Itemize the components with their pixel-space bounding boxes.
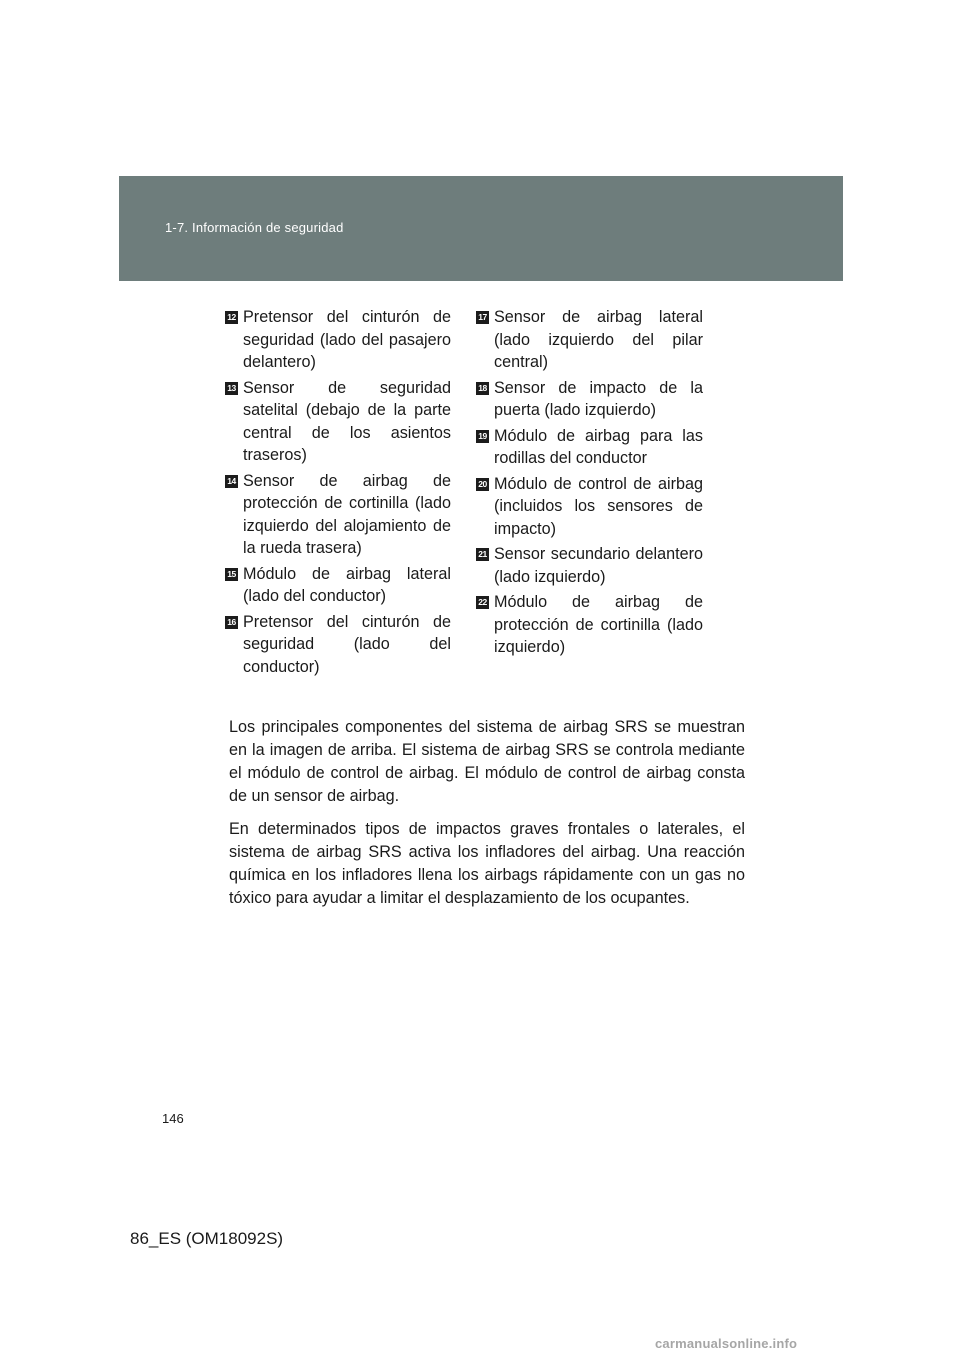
list-item-text: Pretensor del cinturón de seguridad (lado del pasajero delantero) xyxy=(243,308,451,371)
list-item-text: Sensor de seguridad satelital (debajo de la parte central de los asientos traseros) xyxy=(243,378,451,464)
number-badge-icon: 18 xyxy=(476,382,489,395)
number-badge-icon: 14 xyxy=(225,475,238,488)
number-badge-icon: 13 xyxy=(225,382,238,395)
body-text xyxy=(229,716,745,920)
list-item xyxy=(476,425,703,470)
list-item xyxy=(476,473,703,541)
list-item-text: Sensor de airbag de protección de cortinilla (lado izquierdo del alojamiento de la rueda trasera) xyxy=(243,471,451,557)
component-list-left xyxy=(225,306,451,681)
list-item xyxy=(476,543,703,588)
list-item-text: Sensor de airbag lateral (lado izquierdo del pilar central) xyxy=(494,308,703,371)
page-number: 146 xyxy=(162,1111,184,1126)
list-item-text: Módulo de airbag de protección de cortinilla (lado izquierdo) xyxy=(494,593,703,656)
list-item-text: Módulo de airbag para las rodillas del conductor xyxy=(494,426,703,467)
number-badge-icon: 16 xyxy=(225,616,238,629)
list-item xyxy=(476,377,703,422)
list-item xyxy=(225,377,451,467)
number-badge-icon: 20 xyxy=(476,478,489,491)
list-item-text: Módulo de control de airbag (incluidos los sensores de impacto) xyxy=(494,474,703,538)
number-badge-icon: 12 xyxy=(225,311,238,324)
number-badge-icon: 15 xyxy=(225,568,238,581)
list-item xyxy=(476,306,703,374)
header-band xyxy=(119,176,843,281)
list-item xyxy=(225,611,451,679)
section-title: 1-7. Información de seguridad xyxy=(165,220,344,235)
list-item xyxy=(476,591,703,659)
body-paragraph: Los principales componentes del sistema de airbag SRS se muestran en la imagen de arriba. El sistema de airbag SRS se controla mediante el módulo de control de airbag. El módulo de control de airbag consta de un sensor de airbag. xyxy=(229,718,745,805)
document-code: 86_ES (OM18092S) xyxy=(130,1229,284,1248)
list-item-text: Pretensor del cinturón de seguridad (lado del conductor) xyxy=(243,612,451,676)
number-badge-icon: 21 xyxy=(476,548,489,561)
number-badge-icon: 22 xyxy=(476,596,489,609)
list-item-text: Módulo de airbag lateral (lado del conductor) xyxy=(243,564,451,605)
watermark: carmanualsonline.info xyxy=(655,1336,798,1351)
list-item xyxy=(225,563,451,608)
list-item-text: Sensor secundario delantero (lado izquierdo) xyxy=(494,545,703,586)
number-badge-icon: 17 xyxy=(476,311,489,324)
component-list-right xyxy=(476,306,703,662)
list-item-text: Sensor de impacto de la puerta (lado izquierdo) xyxy=(494,378,703,419)
list-item xyxy=(225,470,451,560)
body-paragraph: En determinados tipos de impactos graves frontales o laterales, el sistema de airbag SRS activa los infladores del airbag. Una reacción química en los infladores llena los airbags rápidamente con un gas no tóxico para ayudar a limitar el desplazamiento de los ocupantes. xyxy=(229,820,745,907)
number-badge-icon: 19 xyxy=(476,430,489,443)
list-item xyxy=(225,306,451,374)
